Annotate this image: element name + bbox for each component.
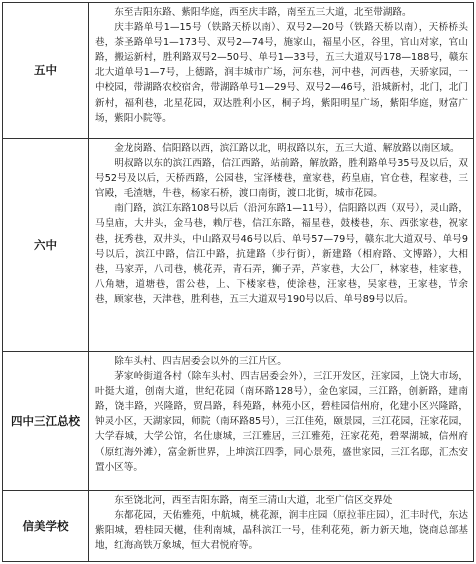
school-name-xinmei: 信美学校 [3, 491, 89, 561]
district-streets: 东都花园，天佑雅苑，中航城，桃花源，润丰庄园（原拉菲庄园），汇丰时代，东达紫阳城，碧桂园天樾，佳利南城，晶科滨江一号，佳利花苑，新力新天地，饶商总部基地，红海高铁万象城，恒大君悦府等。 [95, 510, 468, 552]
district-boundary: 东至吉阳东路、紫阳华庭，西至庆丰路，南至五三大道，北至带湖路。 [114, 7, 412, 18]
enrollment-district-table [2, 2, 474, 562]
district-streets: 南门路，滨江东路108号以后（沿河东路1—11号），信阳路以西（双号），灵山路，马皇庙，大井头，金马巷，赖厅巷，信江东路，福星巷，鼓楼巷，东、西张家巷，祝家巷，抚秀巷，双井头，中山路双号46号以后、单号57—79号，赣东北大道双号、单号9号以后，滨江中路，信江中路，抗建路（步行街），新建路（相府路、文博路），大相巷，马家弄，八司巷，桃花弄，青石弄，狮子弄，芦家巷，大公厂，林家巷，桂家巷，八角塘，道塘巷，雷公巷，上、下楼家巷，使涂巷，汪家巷，吴家巷，王家巷，节余巷，顾家巷，天津巷，胜利巷，五三大道双号190号以后、单号89号以后。 [95, 203, 468, 305]
district-boundary: 金龙岗路、信阳路以西，滨江路以北，明叔路以东，五三大道、解放路以南区域。 [114, 143, 460, 154]
district-cell-wuzhong [89, 3, 473, 139]
district-streets: 茅家岭街道各村（除车头村、四吉居委会外），三江开发区，汪家园，上饶大市场，叶挺大道，创南大道，世纪花园（南环路128号），金色家园，三江路，创新路，建南路，饶丰路，兴隆路，贸昌路，科苑路，林苑小区，碧桂园信州府，化建小区兴隆路，钟灵小区，天湖家园，师院（南环路85号），三江佳苑，颐景园，三江花园，汪家花园，大学春城，大学公馆，名仕康城，三江雅居，三江雅苑，汪家花苑，碧翠湖城，信州府（原红海外滩），富金新世界，上坤滨江四季，同心景苑，盛世家园，三江名邸，汇杰安置小区等。 [95, 371, 468, 473]
district-streets: 庆丰路单号1—15号（铁路天桥以南）、双号2—20号（铁路天桥以南），天桥桥头巷，茶圣路单号1—173号、双号2—74号，施家山，福星小区，谷里，官山对家，官山路，搬运新村，胜利路双号2—50号、单号1—33号，五三大道双号178—188号，赣东北大道单号1—7号，上德路，润丰城市广场，河东巷，河中巷，河西巷，天骄家园，一中校园，带湖路农校宿舍，带湖路单号1—29号、双号2—46号，沿城新村，北门，北门新村，福利巷，北星花园，双达胜利小区，桐子坞，紫阳明星广场，紫阳华庭，财富广场，紫阳小院等。 [95, 22, 468, 124]
school-name-liuzhong: 六中 [3, 139, 89, 352]
district-cell-liuzhong [89, 139, 473, 352]
district-boundary: 除车头村、四吉居委会以外的三江片区。 [114, 356, 287, 367]
district-boundary: 东至饶北河，西至吉阳东路，南至三清山大道，北至广信区交界处 [114, 495, 393, 506]
school-name-wuzhong: 五中 [3, 3, 89, 139]
district-cell-sizhong-sanjiang [89, 352, 473, 491]
district-cell-xinmei [89, 491, 473, 561]
district-streets: 明叔路以东的滨江西路，信江西路，站前路，解放路，胜利路单号35号及以后，双号52号及以后，天桥西路，公园巷，宝泽楼巷，童家巷，药皇庙，官仓巷，程家巷，三官殿，毛渣塘，牛巷，杨家石桥，渡口南街，渡口北街，城市花园。 [95, 158, 468, 200]
school-name-sizhong-sanjiang: 四中三江总校 [3, 352, 89, 491]
